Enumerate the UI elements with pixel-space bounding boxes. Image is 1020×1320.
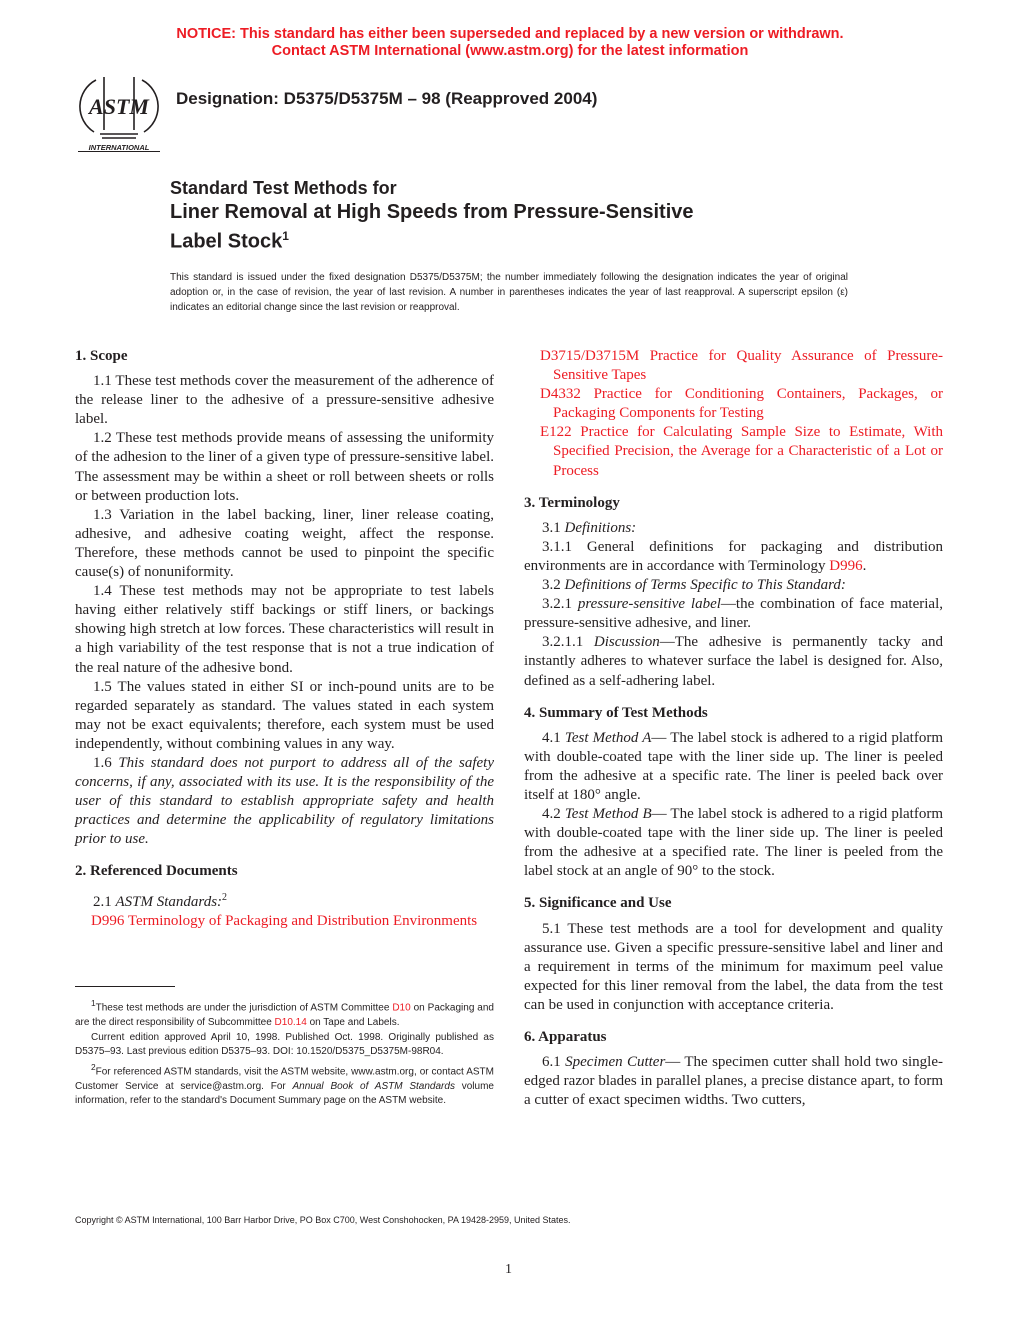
- para-3-2-number: 3.2: [542, 577, 561, 594]
- link-d996[interactable]: D996: [829, 557, 863, 574]
- footnote-link-d10[interactable]: D10: [392, 1002, 411, 1014]
- para-4-1-number: 4.1: [542, 729, 561, 746]
- para-3-1-number: 3.1: [542, 519, 561, 536]
- ref-e122-code[interactable]: E122: [540, 424, 572, 441]
- para-2-1-footnote-mark: 2: [222, 891, 228, 903]
- para-1-4: 1.4 These test methods may not be appropriate to test labels having either relatively stiff backings or stiff liners, or backings showing high stretch at low forces. These characteristics will result in a high variability of the test response that is not a true indication of the real nature of the adhesive bond.: [75, 583, 494, 676]
- ref-d3715-code[interactable]: D3715/D3715M: [540, 348, 640, 364]
- title-footnote-mark: 1: [282, 229, 289, 243]
- ref-d996[interactable]: [75, 912, 494, 931]
- page-number: 1: [505, 1262, 512, 1277]
- section-heading-referenced-documents: 2. Referenced Documents: [75, 863, 238, 880]
- astm-logo: [76, 72, 162, 152]
- para-3-1-1: 3.1.1 General definitions for packaging and distribution environments are in accordance with Terminology D996.: [524, 538, 943, 574]
- footnote-2-text-b: volume information, refer to the standard's Document Summary page on the ASTM website.: [75, 1080, 494, 1107]
- ref-d4332[interactable]: [524, 385, 943, 423]
- title-line-3-text: Label Stock: [170, 230, 283, 253]
- para-3-2-1-1: [524, 633, 943, 690]
- footnote-2-text-a: For referenced ASTM standards, visit the ASTM website, www.astm.org, or contact ASTM Customer Service at service@astm.org. For: [75, 1066, 494, 1092]
- notice-line-2: Contact ASTM International (www.astm.org) for the latest information: [271, 43, 749, 59]
- para-3-2-1-1-number: 3.2.1.1: [542, 634, 584, 651]
- notice-line-1: NOTICE: This standard has either been superseded and replaced by a new version or withdrawn.: [176, 26, 844, 42]
- para-1-3: 1.3 Variation in the label backing, liner, liner release coating, adhesive, and adhesive coating weight, affect the response. Therefore, these methods cannot be used to pinpoint the specific cause(s) of nonuniformity.: [75, 506, 494, 581]
- footnote-1-text-a: These test methods are under the jurisdiction of ASTM Committee: [95, 1002, 390, 1014]
- fixed-designation-note: This standard is issued under the fixed designation D5375/D5375M; the number immediately following the designation indicates the year of original adoption or, in the case of revision, the year of last revision. A number in parentheses indicates the year of last reapproval. A superscript epsilon (ε) indicates an editorial change since the last revision or reapproval.: [170, 272, 848, 313]
- footnote-2-mark: 2: [91, 1061, 96, 1072]
- para-3-2-1-term: pressure-sensitive label: [577, 596, 721, 613]
- para-3-2-1-text: —the combination of face material, pressure-sensitive adhesive, and liner.: [524, 596, 943, 632]
- footnote-1-text-c: on Tape and Labels.: [309, 1016, 400, 1028]
- para-6-1-term: Specimen Cutter: [565, 1054, 666, 1071]
- para-2-1-text: ASTM Standards:: [115, 893, 223, 910]
- footnote-1-mark: 1: [91, 998, 96, 1008]
- section-heading-scope: 1. Scope: [75, 348, 128, 364]
- astm-international-text: INTERNATIONAL: [88, 143, 150, 152]
- para-6-1-number: 6.1: [542, 1054, 561, 1071]
- para-3-2-text: Definitions of Terms Specific to This Standard:: [564, 577, 846, 594]
- para-2-1: [75, 888, 494, 912]
- footnote-rule: [75, 986, 175, 987]
- title-line-3: [170, 224, 694, 254]
- section-heading-apparatus: 6. Apparatus: [524, 1029, 607, 1045]
- footnote-2-italic: Annual Book of ASTM Standards: [292, 1080, 455, 1092]
- astm-wordmark: ASTM: [89, 94, 149, 119]
- notice-banner: [0, 26, 1020, 60]
- para-4-1-term: Test Method A: [564, 729, 652, 746]
- section-heading-significance: 5. Significance and Use: [524, 895, 672, 912]
- para-6-1-text: — The specimen cutter shall hold two single-edged razor blades in parallel planes, a precise distance apart, to form a cutter of exact specimen widths. Two cutters,: [524, 1054, 943, 1109]
- para-4-1-text: — The label stock is adhered to a rigid platform with double-coated tape with the liner side up. The liner is peeled from the adhesive at a specific rate. The liner is peeled back over itself at 180° angle.: [524, 729, 944, 803]
- para-4-2-number: 4.2: [542, 806, 561, 823]
- ref-d3715-title[interactable]: Practice for Quality Assurance of Pressure-Sensitive Tapes: [553, 348, 943, 384]
- copyright-line: Copyright © ASTM International, 100 Barr Harbor Drive, PO Box C700, West Conshohocken, PA 19428-2959, United States.: [75, 1215, 571, 1225]
- ref-e122[interactable]: [524, 423, 943, 480]
- para-6-1: [524, 1053, 943, 1110]
- para-4-2-text: — The label stock is adhered to a rigid platform with double-coated tape with the liner side up. The liner is peeled from the adhesive at a specified rate. The liner is peeled from the label stock at an angle of 90° to the stock.: [524, 806, 943, 880]
- footnote-1: [75, 996, 494, 1031]
- para-1-6-number: 1.6: [93, 754, 112, 771]
- section-heading-terminology: 3. Terminology: [524, 494, 620, 511]
- para-4-2: [524, 805, 943, 881]
- left-column: [75, 347, 494, 931]
- footnote-edition: Current edition approved April 10, 1998. Published Oct. 1998. Originally published as D5375–93. Last previous edition D5375–93. DOI: 10.1520/D5375_D5375M-98R04.: [75, 1031, 494, 1058]
- para-3-1-1-text: 3.1.1 General definitions for packaging and distribution environments are in accordance with Terminology: [524, 538, 943, 574]
- para-3-1: [524, 519, 943, 538]
- footnote-2: [75, 1060, 494, 1109]
- para-5-1: 5.1 These test methods are a tool for development and quality assurance use. Given a specific pressure-sensitive label and liner and a requirement in terms of the minimum for maximum peel value expected for this liner removal from the label, the data from the test can be used in conjunction with acceptance criteria.: [524, 920, 943, 1013]
- para-3-1-text: Definitions:: [564, 519, 637, 536]
- designation: Designation: D5375/D5375M – 98 (Reapproved 2004): [176, 89, 598, 108]
- para-3-2: [524, 576, 943, 595]
- ref-e122-title[interactable]: Practice for Calculating Sample Size to Estimate, With Specified Precision, the Average for a Characteristic of a Lot or Process: [553, 424, 943, 479]
- para-3-2-1: [524, 595, 943, 633]
- para-4-1: [524, 729, 943, 805]
- para-1-1: 1.1 These test methods cover the measurement of the adherence of the release liner to the adhesive of a pressure-sensitive adhesive label.: [75, 373, 494, 428]
- footnotes: [75, 996, 494, 1109]
- ref-d4332-title[interactable]: Practice for Conditioning Containers, Packages, or Packaging Components for Testing: [553, 386, 943, 422]
- footnote-link-d10-14[interactable]: D10.14: [274, 1016, 307, 1028]
- title-line-1: Standard Test Methods for: [170, 178, 397, 198]
- document-title: [170, 176, 694, 254]
- astm-logo-icon: [76, 72, 162, 152]
- right-column: [524, 347, 943, 1110]
- ref-d996-title[interactable]: Terminology of Packaging and Distribution Environments: [127, 912, 478, 929]
- para-2-1-number: 2.1: [93, 893, 112, 910]
- ref-d4332-code[interactable]: D4332: [540, 386, 581, 403]
- ref-d996-code[interactable]: D996: [91, 912, 125, 929]
- para-1-6-text: This standard does not purport to address all of the safety concerns, if any, associated with its use. It is the responsibility of the user of this standard to establish appropriate safety and health practices and determine the applicability of regulatory limitations prior to use.: [75, 754, 495, 848]
- ref-d3715[interactable]: [524, 347, 943, 385]
- section-heading-summary: 4. Summary of Test Methods: [524, 704, 708, 721]
- para-1-2: 1.2 These test methods provide means of assessing the uniformity of the adhesion to the liner of a given type of pressure-sensitive label. The assessment may be within a sheet or roll between sheets or rolls or between production lots.: [75, 430, 494, 504]
- para-1-5: 1.5 The values stated in either SI or inch-pound units are to be regarded separately as standard. The values stated in each system may not be exact equivalents; therefore, each system must be used independently, without combining values in any way.: [75, 678, 494, 752]
- para-3-2-1-1-term: Discussion: [593, 634, 660, 651]
- para-3-2-1-1-text: —The adhesive is permanently tacky and instantly adheres to whatever surface the label is designed for. Also, defined as a self-adhering label.: [524, 634, 944, 689]
- footnote-1-text-b: on Packaging and are the direct responsibility of Subcommittee: [75, 1002, 494, 1028]
- para-4-2-term: Test Method B: [564, 806, 652, 823]
- para-3-2-1-number: 3.2.1: [542, 596, 572, 613]
- title-line-2: Liner Removal at High Speeds from Pressure-Sensitive: [170, 201, 694, 223]
- para-1-6: [75, 754, 494, 849]
